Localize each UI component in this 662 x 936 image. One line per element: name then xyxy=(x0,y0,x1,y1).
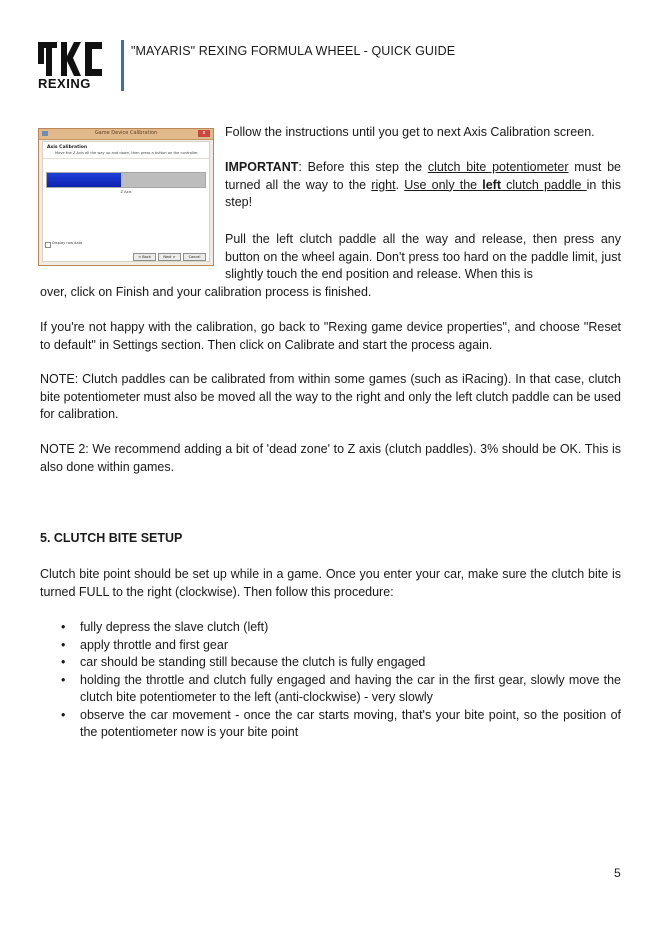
list-item-text: observe the car movement - once the car starts moving, that's your bite point, so the position of the potentiometer now is your bite point xyxy=(80,707,621,739)
axis-bar xyxy=(46,172,206,188)
list-item-text: car should be standing still because the clutch is fully engaged xyxy=(80,655,426,669)
bullet-icon: • xyxy=(61,707,66,722)
procedure-list xyxy=(40,619,621,742)
dialog-title: Game Device Calibration xyxy=(94,130,158,136)
list-item xyxy=(40,654,621,672)
calibration-dialog-screenshot xyxy=(38,128,214,266)
list-item-text: holding the throttle and clutch fully engaged and having the car in the first gear, slowly move the clutch bite potentiometer to the left (anti-clockwise) - very slowly xyxy=(80,672,621,704)
page-header-title: "MAYARIS" REXING FORMULA WHEEL - QUICK GUIDE xyxy=(131,44,456,58)
paragraph-note-1: NOTE: Clutch paddles can be calibrated from within some games (such as iRacing). In that case, clutch bite potentiometer must also be moved all the way to the right and only the left clutch paddle can be used for calibration. xyxy=(40,372,621,421)
close-icon: x xyxy=(198,130,210,137)
paragraph-follow-instructions: Follow the instructions until you get to next Axis Calibration screen. xyxy=(225,125,595,139)
important-use-only-2: clutch paddle xyxy=(501,177,587,192)
header-divider xyxy=(121,40,124,91)
rexing-logo-mark xyxy=(38,42,102,76)
important-text-2: must be turned all the way to the xyxy=(225,160,621,192)
paragraph-note-2: NOTE 2: We recommend adding a bit of 'dead zone' to Z axis (clutch paddles). 3% should be OK. This is also done within games. xyxy=(40,442,621,474)
important-use-only-1: Use only the xyxy=(404,177,483,192)
dialog-titlebar xyxy=(39,129,213,140)
paragraph-reset-calibration: If you're not happy with the calibration, go back to "Rexing game device properties", and choose "Reset to default" in Settings section. Then click on Calibrate and start the process again. xyxy=(40,320,621,352)
raw-data-checkbox xyxy=(45,242,51,248)
important-right: right xyxy=(371,177,396,192)
axis-label: Z Axis xyxy=(120,190,132,194)
important-label: IMPORTANT xyxy=(225,160,299,174)
bullet-icon: • xyxy=(61,637,66,652)
list-item-text: apply throttle and first gear xyxy=(80,637,228,652)
paragraph-clutch-bite-intro: Clutch bite point should be set up while in a game. Once you enter your car, make sure the clutch bite is turned FULL to the right (clockwise). Then follow this procedure: xyxy=(40,567,621,599)
cancel-button: Cancel xyxy=(183,253,206,261)
paragraph-important xyxy=(225,159,621,212)
dialog-body xyxy=(42,141,210,262)
important-text-4: in this step! xyxy=(225,177,621,209)
dialog-buttons xyxy=(133,253,206,261)
page-number: 5 xyxy=(614,866,621,880)
list-item-text: fully depress the slave clutch (left) xyxy=(80,620,269,634)
list-item xyxy=(40,672,621,707)
section-heading-clutch-bite: 5. CLUTCH BITE SETUP xyxy=(40,531,183,545)
list-item xyxy=(40,637,621,655)
important-text-1: : Before this step the xyxy=(298,160,428,174)
paragraph-pull-paddle: Pull the left clutch paddle all the way and release, then press any button on the wheel again. Don't press too hard on the paddle limit, just slightly touch the end position and release. When this is xyxy=(225,232,621,281)
rexing-logo xyxy=(38,42,102,90)
bullet-icon: • xyxy=(61,672,66,687)
important-left: left xyxy=(482,177,501,192)
dialog-separator xyxy=(43,158,209,159)
bullet-icon: • xyxy=(61,655,66,669)
list-item xyxy=(40,619,621,637)
logo-wordmark: REXING xyxy=(38,76,91,91)
back-button: < Back xyxy=(133,253,156,261)
list-item xyxy=(40,707,621,742)
dialog-instruction: Move the Z Axis all the way up and down, then press a button on the controller. xyxy=(55,151,199,155)
paragraph-pull-paddle-continued: over, click on Finish and your calibration process is finished. xyxy=(40,285,372,299)
next-button: Next > xyxy=(158,253,181,261)
dialog-heading: Axis Calibration xyxy=(47,145,88,150)
raw-data-label: Display raw data xyxy=(52,241,83,245)
important-potentiometer: clutch bite potentiometer xyxy=(427,160,569,174)
axis-bar-fill xyxy=(47,173,121,187)
bullet-icon: • xyxy=(61,620,66,634)
important-text-3: . xyxy=(395,177,405,192)
